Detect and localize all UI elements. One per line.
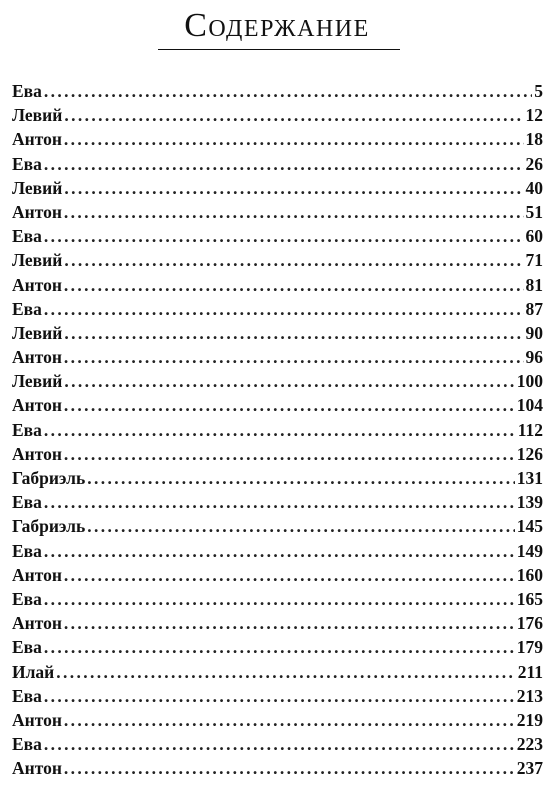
toc-entry-name: Ева xyxy=(12,734,42,755)
page-title: Содержание xyxy=(184,7,370,44)
toc-entry-page-number: 219 xyxy=(516,709,543,730)
dot-leader xyxy=(87,466,515,490)
toc-entry-name: Антон xyxy=(12,709,62,730)
toc-entry-page-number: 145 xyxy=(516,516,543,537)
toc-entry-name: Антон xyxy=(12,395,62,416)
toc-entry-page-number: 179 xyxy=(516,637,543,658)
toc-entry[interactable] xyxy=(12,442,543,466)
toc-entry-name: Ева xyxy=(12,685,42,706)
toc-entry[interactable] xyxy=(12,635,543,659)
toc-entry-name: Ева xyxy=(12,492,42,513)
dot-leader xyxy=(64,345,524,369)
toc-entry[interactable] xyxy=(12,587,543,611)
toc-entry-page-number: 149 xyxy=(516,540,543,561)
toc-entry-name: Ева xyxy=(12,588,42,609)
toc-entry-name: Ева xyxy=(12,226,42,247)
dot-leader xyxy=(64,756,515,780)
dot-leader xyxy=(64,393,515,417)
toc-entry-page-number: 18 xyxy=(525,129,543,150)
toc-entry-page-number: 131 xyxy=(516,468,543,488)
toc-entry-name: Антон xyxy=(12,443,62,464)
toc-entry[interactable] xyxy=(12,393,543,417)
dot-leader xyxy=(44,418,516,442)
toc-entry[interactable] xyxy=(12,224,543,248)
toc-entry-name: Антон xyxy=(12,129,62,150)
toc-entry-name: Ева xyxy=(12,298,42,319)
dot-leader xyxy=(56,660,515,684)
toc-entry-name: Ева xyxy=(12,540,42,561)
toc-entry-name: Антон xyxy=(12,274,62,295)
toc-entry[interactable] xyxy=(12,103,543,127)
toc-entry[interactable] xyxy=(12,514,543,538)
toc-entry-page-number: 139 xyxy=(516,492,543,513)
toc-entry[interactable] xyxy=(12,248,543,272)
toc-entry[interactable] xyxy=(12,152,543,176)
dot-leader xyxy=(44,587,515,611)
toc-entry[interactable] xyxy=(12,756,543,780)
dot-leader xyxy=(44,224,524,248)
toc-entry-name: Антон xyxy=(12,564,62,585)
dot-leader xyxy=(64,273,524,297)
toc-entry[interactable] xyxy=(12,200,543,224)
dot-leader xyxy=(44,297,524,321)
dot-leader xyxy=(64,176,523,200)
dot-leader xyxy=(44,684,515,708)
toc-entry[interactable] xyxy=(12,611,543,635)
toc-entry-page-number: 100 xyxy=(516,371,543,392)
toc-entry[interactable] xyxy=(12,660,543,684)
toc-entry-page-number: 90 xyxy=(525,322,543,343)
toc-entry-page-number: 96 xyxy=(525,347,543,368)
title-underline xyxy=(158,49,400,50)
toc-entry-name: Левий xyxy=(12,177,63,198)
toc-entry-name: Ева xyxy=(12,637,42,658)
toc-entry-page-number: 5 xyxy=(534,81,543,101)
dot-leader xyxy=(64,563,515,587)
dot-leader xyxy=(64,321,523,345)
toc-entry-name: Антон xyxy=(12,758,62,779)
toc-entry[interactable] xyxy=(12,273,543,297)
dot-leader xyxy=(44,539,515,563)
toc-entry[interactable] xyxy=(12,297,543,321)
toc-entry[interactable] xyxy=(12,732,543,756)
toc-entry[interactable] xyxy=(12,345,543,369)
toc-entry-name: Габриэль xyxy=(12,468,86,488)
dot-leader xyxy=(44,79,532,103)
toc-entry-name: Левий xyxy=(12,371,63,392)
dot-leader xyxy=(64,127,524,151)
dot-leader xyxy=(64,369,514,393)
toc-entry-page-number: 112 xyxy=(517,419,543,440)
dot-leader xyxy=(44,635,515,659)
toc-list xyxy=(12,79,543,780)
toc-entry-name: Левий xyxy=(12,105,63,126)
toc-entry-page-number: 237 xyxy=(516,758,543,779)
toc-entry-page-number: 126 xyxy=(516,443,543,464)
toc-entry[interactable] xyxy=(12,684,543,708)
toc-entry-page-number: 211 xyxy=(517,661,543,682)
toc-entry-page-number: 87 xyxy=(525,298,543,319)
toc-entry-page-number: 51 xyxy=(525,201,543,222)
dot-leader xyxy=(64,103,523,127)
toc-entry[interactable] xyxy=(12,708,543,732)
dot-leader xyxy=(87,514,515,538)
toc-entry[interactable] xyxy=(12,563,543,587)
toc-entry-name: Ева xyxy=(12,81,42,101)
toc-entry-page-number: 165 xyxy=(516,588,543,609)
toc-entry-name: Антон xyxy=(12,613,62,634)
toc-entry[interactable] xyxy=(12,127,543,151)
dot-leader xyxy=(44,490,515,514)
toc-entry[interactable] xyxy=(12,418,543,442)
toc-entry-name: Ева xyxy=(12,419,42,440)
toc-entry-name: Левий xyxy=(12,250,63,271)
toc-entry-page-number: 160 xyxy=(516,564,543,585)
dot-leader xyxy=(64,708,515,732)
dot-leader xyxy=(64,248,523,272)
toc-entry[interactable] xyxy=(12,321,543,345)
toc-entry-page-number: 71 xyxy=(525,250,543,271)
toc-entry-page-number: 104 xyxy=(516,395,543,416)
toc-entry-name: Антон xyxy=(12,201,62,222)
toc-entry-name: Ева xyxy=(12,153,42,174)
toc-entry-name: Антон xyxy=(12,347,62,368)
toc-entry[interactable] xyxy=(12,176,543,200)
toc-entry-page-number: 26 xyxy=(525,153,543,174)
dot-leader xyxy=(64,442,515,466)
dot-leader xyxy=(44,152,524,176)
toc-entry[interactable] xyxy=(12,490,543,514)
dot-leader xyxy=(64,200,524,224)
toc-entry-name: Илай xyxy=(12,661,55,682)
toc-entry[interactable] xyxy=(12,79,543,103)
toc-entry-page-number: 60 xyxy=(525,226,543,247)
dot-leader xyxy=(44,732,515,756)
toc-entry[interactable] xyxy=(12,539,543,563)
toc-entry-name: Левий xyxy=(12,322,63,343)
toc-entry-page-number: 12 xyxy=(525,105,543,126)
toc-entry-page-number: 176 xyxy=(516,613,543,634)
toc-entry-name: Габриэль xyxy=(12,516,86,537)
toc-entry-page-number: 213 xyxy=(516,685,543,706)
toc-entry[interactable] xyxy=(12,466,543,490)
toc-entry-page-number: 81 xyxy=(525,274,543,295)
dot-leader xyxy=(64,611,515,635)
toc-entry-page-number: 40 xyxy=(525,177,543,198)
toc-entry[interactable] xyxy=(12,369,543,393)
toc-entry-page-number: 223 xyxy=(516,734,543,755)
